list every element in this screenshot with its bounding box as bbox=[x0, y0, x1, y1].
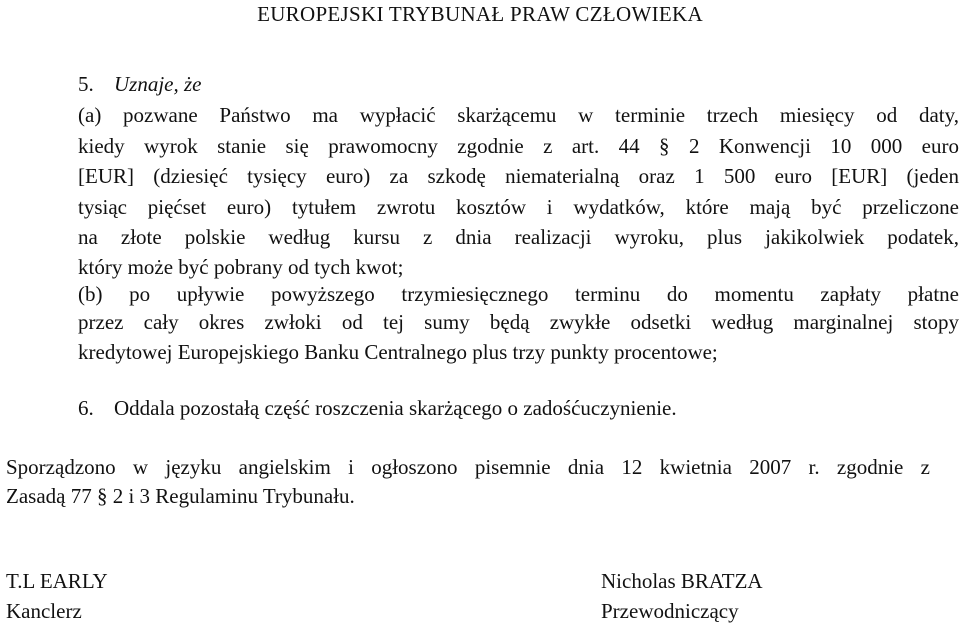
item-5-line: (b) po upływie powyższego trzymiesięcznego terminu do momentu zapłaty płatne bbox=[78, 282, 959, 306]
item-6-number: 6. bbox=[78, 396, 94, 420]
item-6 bbox=[78, 394, 677, 422]
signature-left-name: T.L EARLY bbox=[6, 569, 108, 593]
signature-left bbox=[6, 566, 108, 626]
closing-line: Zasadą 77 § 2 i 3 Regulaminu Trybunału. bbox=[6, 484, 355, 508]
signature-right bbox=[601, 566, 763, 626]
document-header: EUROPEJSKI TRYBUNAŁ PRAW CZŁOWIEKA bbox=[257, 2, 703, 26]
signature-right-name: Nicholas BRATZA bbox=[601, 569, 763, 593]
item-5-line: kredytowej Europejskiego Banku Centralnego plus trzy punkty procentowe; bbox=[78, 340, 718, 364]
item-5-heading-text: Uznaje, że bbox=[114, 72, 202, 96]
signature-left-role: Kanclerz bbox=[6, 599, 82, 623]
item-5-heading bbox=[78, 70, 202, 98]
closing-line: Sporządzono w języku angielskim i ogłoszono pisemnie dnia 12 kwietnia 2007 r. zgodnie z bbox=[6, 455, 930, 479]
item-5-line: kiedy wyrok stanie się prawomocny zgodnie z art. 44 § 2 Konwencji 10 000 euro bbox=[78, 134, 959, 158]
item-6-text: Oddala pozostałą część roszczenia skarżącego o zadośćuczynienie. bbox=[114, 396, 677, 420]
signature-right-role: Przewodniczący bbox=[601, 599, 739, 623]
item-5-line: na złote polskie według kursu z dnia realizacji wyroku, plus jakikolwiek podatek, bbox=[78, 225, 959, 249]
item-5-line: (a) pozwane Państwo ma wypłacić skarżącemu w terminie trzech miesięcy od daty, bbox=[78, 103, 959, 127]
item-5-line: tysiąc pięćset euro) tytułem zwrotu kosztów i wydatków, które mają być przeliczone bbox=[78, 195, 959, 219]
item-5-line: który może być pobrany od tych kwot; bbox=[78, 255, 404, 279]
item-5-number: 5. bbox=[78, 72, 94, 96]
item-5-line: przez cały okres zwłoki od tej sumy będą zwykłe odsetki według marginalnej stopy bbox=[78, 310, 959, 334]
item-5-line: [EUR] (dziesięć tysięcy euro) za szkodę niematerialną oraz 1 500 euro [EUR] (jeden bbox=[78, 164, 959, 188]
